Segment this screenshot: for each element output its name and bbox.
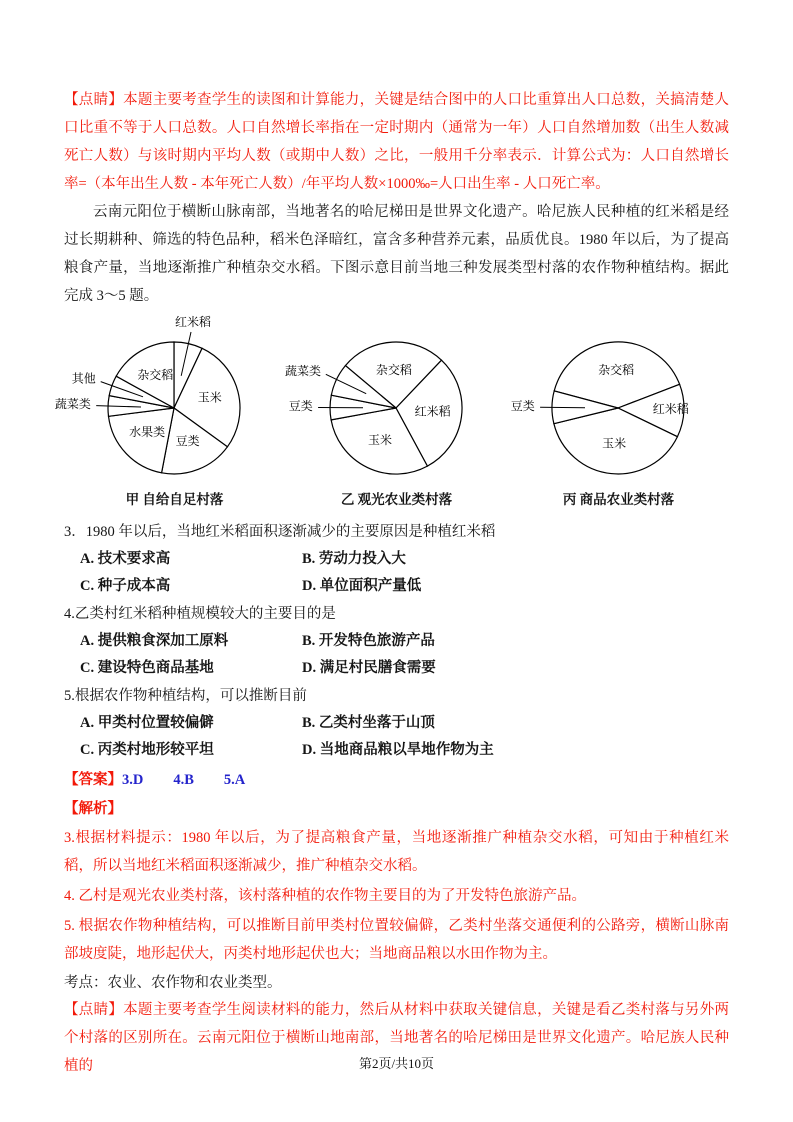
svg-text:玉米: 玉米 bbox=[602, 436, 627, 451]
question-5-options bbox=[64, 710, 729, 764]
pie-bing-caption: 丙 商品农业类村落 bbox=[562, 492, 675, 507]
question-4-option-c: C. 建设特色商品基地 bbox=[80, 660, 214, 676]
question-4-option-a: A. 提供粮食深加工原料 bbox=[80, 633, 229, 649]
answer-q5: 5.A bbox=[223, 772, 246, 788]
question-3-option-a: A. 技术要求高 bbox=[80, 551, 171, 567]
question-3-option-c: C. 种子成本高 bbox=[80, 578, 171, 594]
answer-label: 【答案】 bbox=[64, 772, 122, 788]
svg-text:红米稻: 红米稻 bbox=[414, 404, 451, 419]
svg-text:杂交稻: 杂交稻 bbox=[598, 362, 635, 377]
question-4-option-d: D. 满足村民膳食需要 bbox=[302, 660, 436, 676]
pie-chart-village-yi bbox=[286, 320, 507, 510]
svg-text:蔬菜类: 蔬菜类 bbox=[54, 397, 91, 412]
svg-text:玉米: 玉米 bbox=[197, 390, 222, 405]
pie-yi-caption: 乙 观光农业类村落 bbox=[340, 492, 453, 507]
pie-jia-caption: 甲 自给自足村落 bbox=[125, 492, 224, 507]
answer-q3: 3.D bbox=[122, 772, 144, 788]
question-5 bbox=[64, 682, 729, 764]
page-number: 第2页/共10页 bbox=[358, 1056, 435, 1071]
crop-structure-figure bbox=[54, 314, 729, 510]
question-3-option-d: D. 单位面积产量低 bbox=[302, 578, 422, 594]
answer-line bbox=[64, 766, 729, 794]
question-5-option-b: B. 乙类村坐落于山顶 bbox=[302, 715, 435, 731]
pie-chart-village-bing bbox=[508, 320, 729, 510]
question-4-option-b: B. 开发特色旅游产品 bbox=[302, 633, 435, 649]
analysis-item-5: 5. 根据农作物种植结构，可以推断目前甲类村位置较偏僻，乙类村坐落交通便利的公路旁，横断山脉南部坡度陡，地形起伏大，丙类村地形起伏也大；当地商品粮以水田作物为主。 bbox=[64, 918, 729, 962]
pie-chart-village-jia bbox=[54, 314, 285, 510]
svg-text:豆类: 豆类 bbox=[175, 434, 200, 449]
bottom-note-paragraph: 【点睛】本题主要考查学生阅读材料的能力，然后从材料中获取关键信息，关键是看乙类村落与另外两个村落的区别所在。云南元阳位于横断山地南部，当地著名的哈尼梯田是世界文化遗产。哈尼族人民种植的 bbox=[64, 1002, 729, 1074]
svg-text:杂交稻: 杂交稻 bbox=[137, 367, 174, 382]
svg-text:红米稻: 红米稻 bbox=[652, 401, 689, 416]
svg-text:水果类: 水果类 bbox=[129, 425, 166, 440]
question-5-option-c: C. 丙类村地形较平坦 bbox=[80, 742, 214, 758]
question-3-stem: 3．1980 年以后，当地红米稻面积逐渐减少的主要原因是种植红米稻 bbox=[64, 524, 496, 540]
question-5-option-a: A. 甲类村位置较偏僻 bbox=[80, 715, 214, 731]
answer-q4: 4.B bbox=[173, 772, 194, 788]
analysis-item-4: 4. 乙村是观光农业类村落，该村落种植的农作物主要目的为了开发特色旅游产品。 bbox=[64, 888, 586, 904]
analysis-label: 【解析】 bbox=[64, 801, 122, 817]
question-3 bbox=[64, 518, 729, 600]
intro-paragraph: 云南元阳位于横断山脉南部，当地著名的哈尼梯田是世界文化遗产。哈尼族人民种植的红米稻是经过长期耕种、筛选的特色品种，稻米色泽暗红，富含多种营养元素，品质优良。1980 年以后，为了提高粮食产量，当地逐渐推广种植杂交水稻。下图示意目前当地三种发展类型村落的农作物种植结构。据此完成 3～5 题。 bbox=[64, 204, 729, 304]
pie-bing-svg bbox=[508, 320, 729, 488]
question-4 bbox=[64, 600, 729, 682]
question-3-options bbox=[64, 546, 729, 600]
pie-jia-svg bbox=[54, 314, 285, 488]
question-5-option-d: D. 当地商品粮以旱地作物为主 bbox=[302, 742, 494, 758]
analysis-item-3: 3.根据材料提示：1980 年以后，为了提高粮食产量，当地逐渐推广种植杂交水稻，可知由于种植红米稻，所以当地红米稻面积逐渐减少，推广种植杂交水稻。 bbox=[64, 830, 729, 874]
svg-text:杂交稻: 杂交稻 bbox=[375, 362, 412, 377]
svg-text:蔬菜类: 蔬菜类 bbox=[284, 363, 321, 378]
svg-text:红米稻: 红米稻 bbox=[174, 314, 212, 329]
svg-text:豆类: 豆类 bbox=[510, 398, 535, 413]
svg-text:其他: 其他 bbox=[71, 371, 96, 386]
question-3-option-b: B. 劳动力投入大 bbox=[302, 551, 406, 567]
svg-text:豆类: 豆类 bbox=[288, 399, 313, 414]
top-note-paragraph: 【点睛】本题主要考查学生的读图和计算能力，关键是结合图中的人口比重算出人口总数，关搞清楚人口比重不等于人口总数。人口自然增长率指在一定时期内（通常为一年）人口自然增加数（出生人数减死亡人数）与该时期内平均人数（或期中人数）之比，一般用千分率表示．计算公式为：人口自然增长率=（本年出生人数 - 本年死亡人数）/年平均人数×1000‰=人口出生率 - 人口死亡率。 bbox=[64, 92, 729, 192]
question-4-options bbox=[64, 628, 729, 682]
exam-points: 考点：农业、农作物和农业类型。 bbox=[64, 975, 282, 991]
pie-yi-svg bbox=[286, 320, 507, 488]
svg-text:玉米: 玉米 bbox=[367, 433, 393, 448]
question-4-stem: 4.乙类村红米稻种植规模较大的主要目的是 bbox=[64, 606, 336, 622]
question-5-stem: 5.根据农作物种植结构，可以推断目前 bbox=[64, 688, 307, 704]
